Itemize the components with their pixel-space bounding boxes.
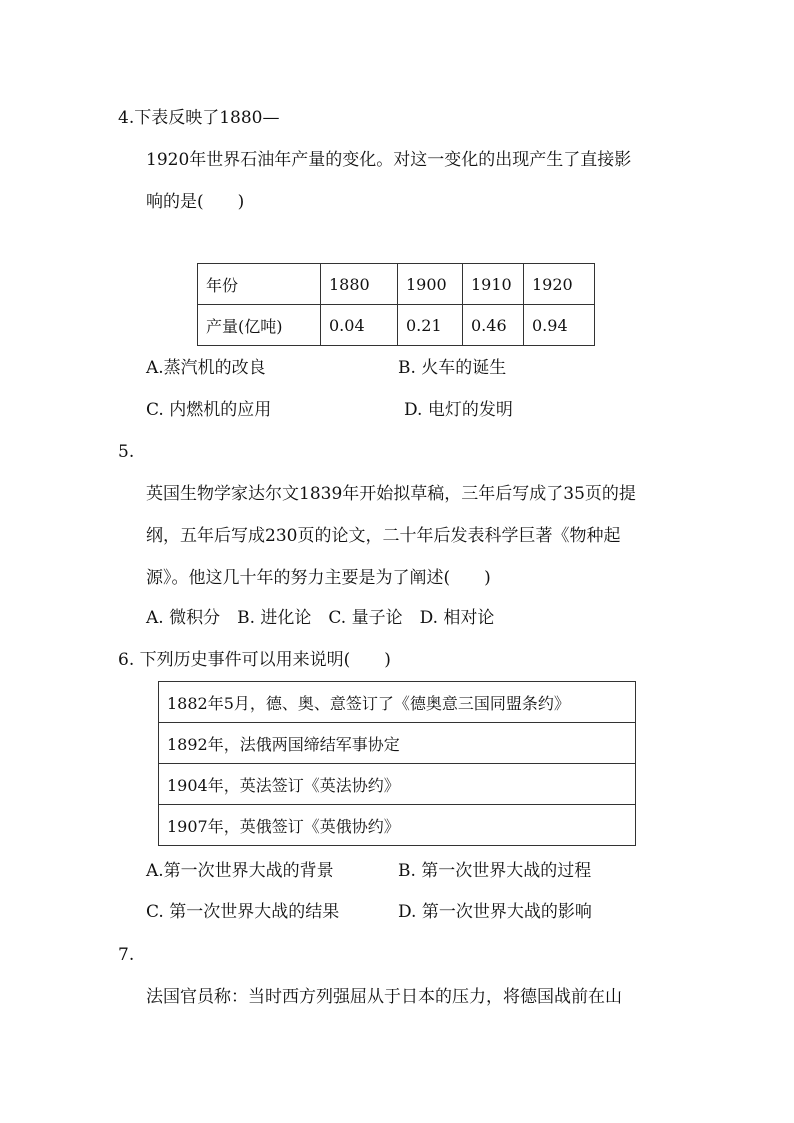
q5-stem-line3: 源》。他这几十年的努力主要是为了阐述( ) bbox=[146, 568, 491, 588]
table-row bbox=[159, 723, 636, 764]
q6-option-d: D. 第一次世界大战的影响 bbox=[398, 902, 592, 922]
q6-option-a: A.第一次世界大战的背景 bbox=[146, 861, 334, 881]
q4-stem-line1: 4.下表反映了1880— bbox=[118, 108, 280, 128]
table-row bbox=[198, 264, 595, 305]
table-cell: 1880 bbox=[321, 264, 398, 305]
table-cell: 0.04 bbox=[321, 305, 398, 346]
q6-stem: 6. 下列历史事件可以用来说明( ) bbox=[118, 650, 391, 670]
table-cell: 0.21 bbox=[398, 305, 463, 346]
table-cell: 1904年，英法签订《英法协约》 bbox=[159, 764, 636, 805]
q5-stem-line2: 纲，五年后写成230页的论文，二十年后发表科学巨著《物种起 bbox=[146, 526, 621, 546]
table-cell: 1882年5月，德、奥、意签订了《德奥意三国同盟条约》 bbox=[159, 682, 636, 723]
table-row bbox=[198, 305, 595, 346]
q4-option-d: D. 电灯的发明 bbox=[404, 400, 513, 420]
table-row bbox=[159, 682, 636, 723]
q6-table bbox=[158, 681, 636, 846]
q7-stem-line1: 法国官员称：当时西方列强屈从于日本的压力，将德国战前在山 bbox=[146, 987, 622, 1007]
table-row bbox=[159, 805, 636, 846]
q5-options: A. 微积分 B. 进化论 C. 量子论 D. 相对论 bbox=[146, 608, 495, 628]
table-cell: 产量(亿吨) bbox=[198, 305, 321, 346]
table-cell: 1910 bbox=[463, 264, 524, 305]
q4-option-b: B. 火车的诞生 bbox=[398, 358, 507, 378]
table-cell: 1892年，法俄两国缔结军事协定 bbox=[159, 723, 636, 764]
q4-stem-line3: 响的是( ) bbox=[146, 192, 245, 212]
q6-option-c: C. 第一次世界大战的结果 bbox=[146, 902, 340, 922]
q4-table bbox=[197, 263, 595, 346]
q6-option-b: B. 第一次世界大战的过程 bbox=[398, 861, 592, 881]
table-cell: 年份 bbox=[198, 264, 321, 305]
table-row bbox=[159, 764, 636, 805]
q4-option-a: A.蒸汽机的改良 bbox=[146, 358, 266, 378]
table-cell: 1900 bbox=[398, 264, 463, 305]
table-cell: 1907年，英俄签订《英俄协约》 bbox=[159, 805, 636, 846]
table-cell: 1920 bbox=[524, 264, 595, 305]
q7-number: 7. bbox=[118, 945, 135, 965]
q4-stem-line2: 1920年世界石油年产量的变化。对这一变化的出现产生了直接影 bbox=[146, 150, 632, 170]
q4-option-c: C. 内燃机的应用 bbox=[146, 400, 272, 420]
q5-stem-line1: 英国生物学家达尔文1839年开始拟草稿，三年后写成了35页的提 bbox=[146, 484, 636, 504]
table-cell: 0.46 bbox=[463, 305, 524, 346]
table-cell: 0.94 bbox=[524, 305, 595, 346]
q5-number: 5. bbox=[118, 442, 135, 462]
